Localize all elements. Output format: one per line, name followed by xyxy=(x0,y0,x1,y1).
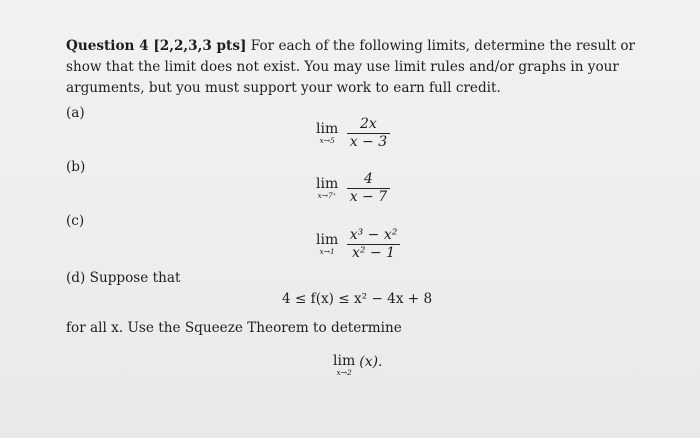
part-b-label: (b) xyxy=(66,159,86,175)
part-a-lim-sub: x→5 xyxy=(319,136,335,145)
part-d-expr: (x). xyxy=(359,354,383,370)
part-c-lim-word: lim xyxy=(316,232,339,248)
part-d-followup: for all x. Use the Squeeze Theorem to determine xyxy=(66,320,402,336)
part-a-limit xyxy=(316,116,390,151)
question-intro xyxy=(66,36,646,99)
part-d-lim-word: lim xyxy=(333,353,356,369)
part-d-lim xyxy=(333,354,355,377)
part-c-lim-sub: x→1 xyxy=(319,247,335,256)
part-b-lim xyxy=(316,177,338,200)
question-heading: Question 4 [2,2,3,3 pts] xyxy=(66,38,247,54)
part-c-lim xyxy=(316,233,338,256)
part-d-limit xyxy=(333,354,383,377)
part-d-lim-sub: x→2 xyxy=(336,368,352,377)
part-c-fraction xyxy=(347,227,401,262)
part-d-inequality: 4 ≤ f(x) ≤ x² − 4x + 8 xyxy=(282,291,433,307)
part-b-lim-sub: x→7⁺ xyxy=(317,191,337,200)
part-c-label: (c) xyxy=(66,213,85,229)
part-c-numerator: x³ − x² xyxy=(347,227,401,245)
part-b-denominator: x − 7 xyxy=(349,189,388,205)
part-a-label: (a) xyxy=(66,105,85,121)
part-b-numerator: 4 xyxy=(347,171,390,189)
part-a-numerator: 2x xyxy=(347,116,390,134)
part-a-fraction xyxy=(347,116,390,151)
part-a-denominator: x − 3 xyxy=(349,134,388,150)
part-a-lim-word: lim xyxy=(316,121,339,137)
part-b-fraction xyxy=(347,171,390,206)
part-b-lim-word: lim xyxy=(316,176,339,192)
question-prompt: For each of the following limits, determine the result or show that the limit does not exist. You may use limit rules and/or graphs in your arguments, but you must support your work to earn full credit. xyxy=(66,38,636,96)
part-c-denominator: x² − 1 xyxy=(351,245,396,261)
part-c-limit xyxy=(316,227,400,262)
part-d-label: (d) Suppose that xyxy=(66,270,181,286)
part-b-limit xyxy=(316,171,390,206)
part-a-lim xyxy=(316,122,338,145)
